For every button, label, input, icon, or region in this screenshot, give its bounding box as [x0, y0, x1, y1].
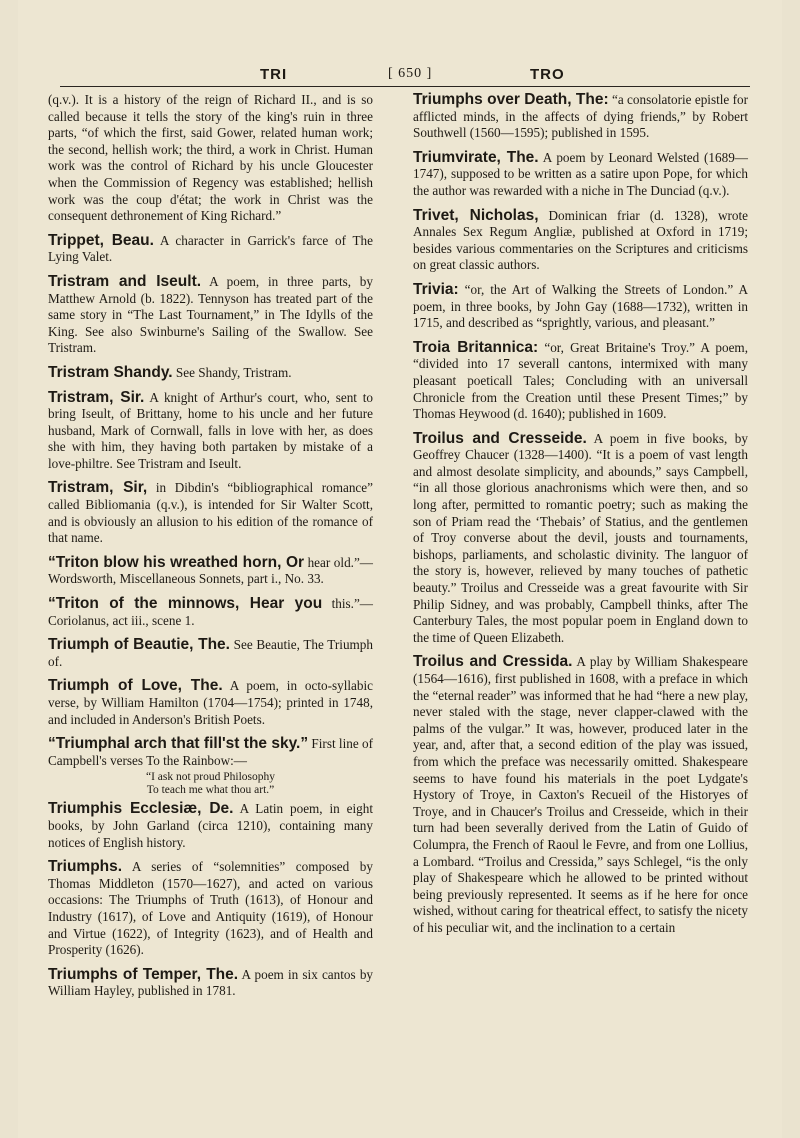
- quotation: “I ask not proud Philosophy To teach me what thou art.”: [145, 771, 276, 797]
- page-number: [ 650 ]: [388, 66, 433, 81]
- entry-body: A character in Garrick's farce of The Lying Valet.: [48, 232, 373, 265]
- entry: [413, 654, 748, 936]
- entry-head: Triumphs.: [48, 858, 123, 876]
- entry-body: “or, the Art of Walking the Streets of London.” A poem, in three books, by John Gay (1688—1732), written in 1715, and described as “sprightly, various, and pleasant.”: [413, 281, 748, 331]
- entry: [48, 233, 373, 266]
- entry-body: Dominican friar (d. 1328), wrote Annales Sex Regum Angliæ, published at Oxford in 1719; besides various commentaries on the Scriptures and criticisms on great classic authors.: [413, 207, 748, 273]
- entry-head: Triumphis Ecclesiæ, De.: [48, 800, 234, 818]
- right-column: [413, 92, 748, 945]
- entry: [413, 282, 748, 332]
- entry: [48, 678, 373, 728]
- entry-head: Troia Britannica:: [413, 338, 539, 356]
- entry-body: A Latin poem, in eight books, by John Garland (circa 1210), containing many notices of English history.: [48, 801, 373, 850]
- left-column: [48, 92, 373, 1008]
- entry-head: Trippet, Beau.: [48, 231, 154, 249]
- running-header: [60, 60, 740, 88]
- entry: [48, 736, 373, 769]
- entry: [413, 340, 748, 423]
- entry-head: Trivia:: [413, 280, 459, 298]
- entry-body: See Beautie, The Triumph of.: [48, 637, 373, 669]
- entry-head: Troilus and Cresseide.: [413, 429, 587, 447]
- entry-head: Troilus and Cressida.: [413, 653, 573, 671]
- entry-head: Tristram Shandy.: [48, 363, 173, 381]
- entry-body: A series of “solemnities” composed by Thomas Middleton (1570—1627), and acted on various occasions: The Triumphs of Truth (1613), of Honour and Industry (1617), of Love and Antiquity (1619), of Honour and Virtue (1622), of Integrity (1623), and of Health and Prosperity (1626).: [48, 859, 373, 958]
- entry-body: A play by William Shakespeare (1564—1616), first published in 1608, with a preface in which the “eternal reader” was informed that he had “here a new play, never staled with the stage, never clapper-clawed with the palms of the vulgar.” It was, however, produced later in the year, and, after that, a second edition of the play was issued, from which the preface was necessarily omitted. Shakespeare seems to have found his materials in the poet Lydgate's Hystory of Troye, in Caxton's Recueil of the Historyes of Troye, and in Chaucer's Troilus and Cresseide, which in their turn had been severally derived from the Latin of Guido of Columpra, the French of Raoul le Fevre, and from one Lollius, a Lombard. “Troilus and Cressida,” says Schlegel, “is the only play of Shakespeare which he allowed to be printed without being previously represented. It seems as if he here for once wished, without caring for theatrical effect, to satisfy the nicety of his peculiar wit, and the inclination to a certain: [413, 654, 748, 935]
- entry-body: A poem by Leonard Welsted (1689—1747), supposed to be written as a satire upon Pope, for which the author was rewarded with a niche in The Dunciad (q.v.).: [413, 149, 748, 198]
- entry: [48, 390, 373, 473]
- entry: [48, 801, 373, 851]
- entry-body: this.”—Coriolanus, act iii., scene 1.: [48, 596, 373, 628]
- entry-head: “Triton of the minnows, Hear you: [48, 595, 323, 613]
- entry: [48, 637, 373, 670]
- entry-body: in Dibdin's “bibliographical romance” called Bibliomania (q.v.), is intended for Sir Walter Scott, and is obviously an allusion to his edition of the romance of that name.: [48, 480, 373, 546]
- entry: [413, 150, 748, 200]
- entry-head: Tristram, Sir,: [48, 479, 148, 497]
- entry-head: Tristram, Sir.: [48, 388, 145, 406]
- entry: [48, 274, 373, 357]
- entry-body: “a consolatorie epistle for afflicted minds, in the affects of dying friends,” by Robert Southwell (1560—1595); published in 1595.: [413, 92, 748, 141]
- entry-head: “Triton blow his wreathed horn, Or: [48, 553, 305, 571]
- entry-head: Triumph of Beautie, The.: [48, 636, 230, 654]
- header-right: TRO: [530, 66, 565, 83]
- entry: [48, 365, 373, 382]
- entry: [413, 431, 748, 647]
- header-rule: [60, 86, 750, 87]
- entry-body: A poem in five books, by Geoffrey Chaucer (1328—1400). “It is a poem of vast length and almost desolate simplicity, and abounds,” says Campbell, “in all those glorious anachronisms which were then, and so long after, permitted to romantic poetry; such as making the son of Priam read the ‘Thebais’ of Statius, and the gentlemen of Troy converse about the devil, jousts and tournaments, bishops, parliaments, and scholastic divinity. The languor of the story is, however, relieved by many touches of pathetic beauty.” Troilus and Cresseide was a great favourite with Sir Philip Sidney, and was probably, Campbell thinks, after The Canterbury Tales, the most popular poem in England down to the time of Queen Elizabeth.: [413, 430, 748, 645]
- entry-head: Triumphs over Death, The:: [413, 91, 609, 108]
- entry-head: Tristram and Iseult.: [48, 272, 202, 290]
- entry: [413, 208, 748, 274]
- entry: [413, 92, 748, 142]
- entry: [48, 967, 373, 1000]
- entry: [48, 480, 373, 546]
- entry-body: See Shandy, Tristram.: [172, 364, 292, 380]
- entry-body: “or, Great Britaine's Troy.” A poem, “divided into 17 severall cantons, intermixed with many pleasant poeticall Tales; Concluding with an universall Chronicle from the Creation until these Present Times;” by Thomas Heywood (d. 1640); published in 1609.: [413, 339, 748, 422]
- entry: [48, 92, 373, 225]
- entry-body: A knight of Arthur's court, who, sent to bring Iseult, of Brittany, home to his uncle and her future husband, Mark of Cornwall, falls in love with her, as does she with him, they having both partaken by mistake of a love-philtre. See Tristram and Iseult.: [48, 389, 373, 471]
- entry-head: “Triumphal arch that fill'st the sky.”: [48, 735, 309, 753]
- page: [18, 0, 782, 1138]
- entry-head: Triumvirate, The.: [413, 148, 539, 166]
- entry: [48, 555, 373, 588]
- entry-head: Triumph of Love, The.: [48, 677, 223, 695]
- entry-body: A poem, in three parts, by Matthew Arnold (b. 1822). Tennyson has treated part of the same story in “The Last Tournament,” in The Idylls of the King. See also Swinburne's Sailing of the Swallow. See Tristram.: [48, 273, 373, 356]
- entry: [48, 859, 373, 959]
- entry-body: hear old.”—Wordsworth, Miscellaneous Sonnets, part i., No. 33.: [48, 554, 373, 587]
- entry-body: A poem, in octo-syllabic verse, by William Hamilton (1704—1754); printed in 1748, and included in Anderson's British Poets.: [48, 678, 373, 727]
- entry-head: Triumphs of Temper, The.: [48, 965, 239, 983]
- entry-body: A poem in six cantos by William Hayley, published in 1781.: [48, 966, 374, 999]
- header-left: TRI: [260, 66, 288, 83]
- entry-body: First line of Campbell's verses To the Rainbow:—: [48, 736, 373, 768]
- entry: [48, 596, 373, 629]
- entry-body: (q.v.). It is a history of the reign of Richard II., and is so called because it tells the story of the king's ruin in three parts, “of which the first, said Gower, related human work; the second, hellish work; the third, a work in Christ. Human work was the control of Richard by his uncle Gloucester when the Commission of Regency was established; hellish work was the coup d'état; the work in Christ was the consequent dethronement of King Richard.”: [48, 92, 373, 224]
- entry-head: Trivet, Nicholas,: [413, 206, 539, 224]
